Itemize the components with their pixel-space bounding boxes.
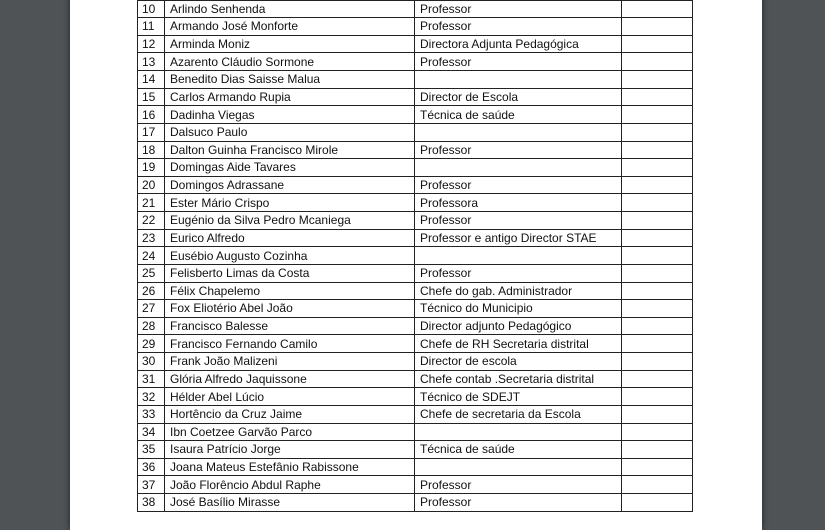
- row-number: 12: [138, 35, 165, 53]
- empty-cell: [622, 300, 693, 318]
- table-row: [138, 106, 693, 124]
- person-name: Felisberto Limas da Costa: [165, 264, 415, 282]
- table-row: [138, 317, 693, 335]
- person-role: Técnica de saúde: [415, 441, 622, 459]
- person-role: Chefe de secretaria da Escola: [415, 405, 622, 423]
- person-role: [415, 423, 622, 441]
- person-role: Director adjunto Pedagógico: [415, 317, 622, 335]
- person-name: Frank João Malizeni: [165, 353, 415, 371]
- empty-cell: [622, 123, 693, 141]
- table-row: [138, 229, 693, 247]
- table-row: [138, 335, 693, 353]
- person-role: [415, 159, 622, 177]
- row-number: 16: [138, 106, 165, 124]
- document-page: [70, 0, 762, 530]
- row-number: 18: [138, 141, 165, 159]
- person-role: Professor: [415, 212, 622, 230]
- empty-cell: [622, 388, 693, 406]
- empty-cell: [622, 194, 693, 212]
- person-role: Técnica de saúde: [415, 106, 622, 124]
- table-row: [138, 353, 693, 371]
- person-name: Dalsuco Paulo: [165, 123, 415, 141]
- row-number: 20: [138, 176, 165, 194]
- person-name: José Basílio Mirasse: [165, 494, 415, 512]
- person-role: [415, 71, 622, 89]
- person-role: [415, 458, 622, 476]
- empty-cell: [622, 0, 693, 18]
- person-role: Professor: [415, 264, 622, 282]
- person-name: Isaura Patrício Jorge: [165, 441, 415, 459]
- table-row: [138, 388, 693, 406]
- table-row: [138, 141, 693, 159]
- table-row: [138, 35, 693, 53]
- person-name: Domingas Aide Tavares: [165, 159, 415, 177]
- row-number: 11: [138, 18, 165, 36]
- row-number: 22: [138, 212, 165, 230]
- person-name: Eugénio da Silva Pedro Mcaniega: [165, 212, 415, 230]
- row-number: 21: [138, 194, 165, 212]
- person-name: Francisco Balesse: [165, 317, 415, 335]
- table-row: [138, 300, 693, 318]
- empty-cell: [622, 88, 693, 106]
- person-name: Félix Chapelemo: [165, 282, 415, 300]
- person-name: Ibn Coetzee Garvão Parco: [165, 423, 415, 441]
- row-number: 13: [138, 53, 165, 71]
- person-role: Técnico de SDEJT: [415, 388, 622, 406]
- person-name: Ester Mário Crispo: [165, 194, 415, 212]
- person-role: Professor: [415, 494, 622, 512]
- empty-cell: [622, 141, 693, 159]
- row-number: 15: [138, 88, 165, 106]
- person-role: Professor e antigo Director STAE: [415, 229, 622, 247]
- person-role: Professor: [415, 18, 622, 36]
- person-role: Professora: [415, 194, 622, 212]
- row-number: 10: [138, 0, 165, 18]
- person-role: Professor: [415, 141, 622, 159]
- person-role: Directora Adjunta Pedagógica: [415, 35, 622, 53]
- row-number: 36: [138, 458, 165, 476]
- row-number: 31: [138, 370, 165, 388]
- empty-cell: [622, 106, 693, 124]
- row-number: 26: [138, 282, 165, 300]
- names-table: [137, 0, 693, 512]
- person-role: Professor: [415, 476, 622, 494]
- row-number: 19: [138, 159, 165, 177]
- person-role: [415, 247, 622, 265]
- person-role: Director de Escola: [415, 88, 622, 106]
- person-role: Chefe de RH Secretaria distrital: [415, 335, 622, 353]
- row-number: 37: [138, 476, 165, 494]
- person-name: Glória Alfredo Jaquissone: [165, 370, 415, 388]
- table-row: [138, 53, 693, 71]
- empty-cell: [622, 35, 693, 53]
- table-row: [138, 212, 693, 230]
- table-row: [138, 282, 693, 300]
- table-row: [138, 247, 693, 265]
- table-row: [138, 458, 693, 476]
- empty-cell: [622, 458, 693, 476]
- person-role: Chefe do gab. Administrador: [415, 282, 622, 300]
- row-number: 14: [138, 71, 165, 89]
- empty-cell: [622, 441, 693, 459]
- person-name: João Florêncio Abdul Raphe: [165, 476, 415, 494]
- empty-cell: [622, 423, 693, 441]
- row-number: 38: [138, 494, 165, 512]
- empty-cell: [622, 18, 693, 36]
- table-row: [138, 264, 693, 282]
- table-row: [138, 441, 693, 459]
- table-row: [138, 476, 693, 494]
- empty-cell: [622, 176, 693, 194]
- person-role: Director de escola: [415, 353, 622, 371]
- person-name: Hortêncio da Cruz Jaime: [165, 405, 415, 423]
- table-row: [138, 405, 693, 423]
- table-row: [138, 71, 693, 89]
- person-role: Professor: [415, 0, 622, 18]
- empty-cell: [622, 71, 693, 89]
- table-row: [138, 123, 693, 141]
- person-name: Dadinha Viegas: [165, 106, 415, 124]
- empty-cell: [622, 476, 693, 494]
- empty-cell: [622, 212, 693, 230]
- person-role: Professor: [415, 176, 622, 194]
- person-name: Dalton Guinha Francisco Mirole: [165, 141, 415, 159]
- person-role: Técnico do Municipio: [415, 300, 622, 318]
- table-row: [138, 0, 693, 18]
- person-name: Arlindo Senhenda: [165, 0, 415, 18]
- person-role: Chefe contab .Secretaria distrital: [415, 370, 622, 388]
- empty-cell: [622, 53, 693, 71]
- table-row: [138, 88, 693, 106]
- empty-cell: [622, 282, 693, 300]
- table-row: [138, 176, 693, 194]
- row-number: 33: [138, 405, 165, 423]
- empty-cell: [622, 229, 693, 247]
- empty-cell: [622, 353, 693, 371]
- empty-cell: [622, 370, 693, 388]
- person-name: Benedito Dias Saisse Malua: [165, 71, 415, 89]
- row-number: 34: [138, 423, 165, 441]
- row-number: 35: [138, 441, 165, 459]
- person-name: Eusébio Augusto Cozinha: [165, 247, 415, 265]
- person-name: Arminda Moniz: [165, 35, 415, 53]
- person-name: Eurico Alfredo: [165, 229, 415, 247]
- person-name: Hélder Abel Lúcio: [165, 388, 415, 406]
- person-role: [415, 123, 622, 141]
- empty-cell: [622, 317, 693, 335]
- empty-cell: [622, 264, 693, 282]
- table-row: [138, 370, 693, 388]
- empty-cell: [622, 405, 693, 423]
- row-number: 25: [138, 264, 165, 282]
- empty-cell: [622, 159, 693, 177]
- table-row: [138, 194, 693, 212]
- row-number: 28: [138, 317, 165, 335]
- table-row: [138, 494, 693, 512]
- person-name: Domingos Adrassane: [165, 176, 415, 194]
- person-name: Francisco Fernando Camilo: [165, 335, 415, 353]
- person-name: Fox Eliotério Abel João: [165, 300, 415, 318]
- row-number: 30: [138, 353, 165, 371]
- empty-cell: [622, 247, 693, 265]
- person-name: Armando José Monforte: [165, 18, 415, 36]
- row-number: 23: [138, 229, 165, 247]
- person-name: Azarento Cláudio Sormone: [165, 53, 415, 71]
- row-number: 29: [138, 335, 165, 353]
- empty-cell: [622, 335, 693, 353]
- table-row: [138, 159, 693, 177]
- row-number: 27: [138, 300, 165, 318]
- row-number: 32: [138, 388, 165, 406]
- empty-cell: [622, 494, 693, 512]
- table-row: [138, 423, 693, 441]
- person-name: Joana Mateus Estefânio Rabissone: [165, 458, 415, 476]
- row-number: 17: [138, 123, 165, 141]
- table-row: [138, 18, 693, 36]
- row-number: 24: [138, 247, 165, 265]
- person-role: Professor: [415, 53, 622, 71]
- person-name: Carlos Armando Rupia: [165, 88, 415, 106]
